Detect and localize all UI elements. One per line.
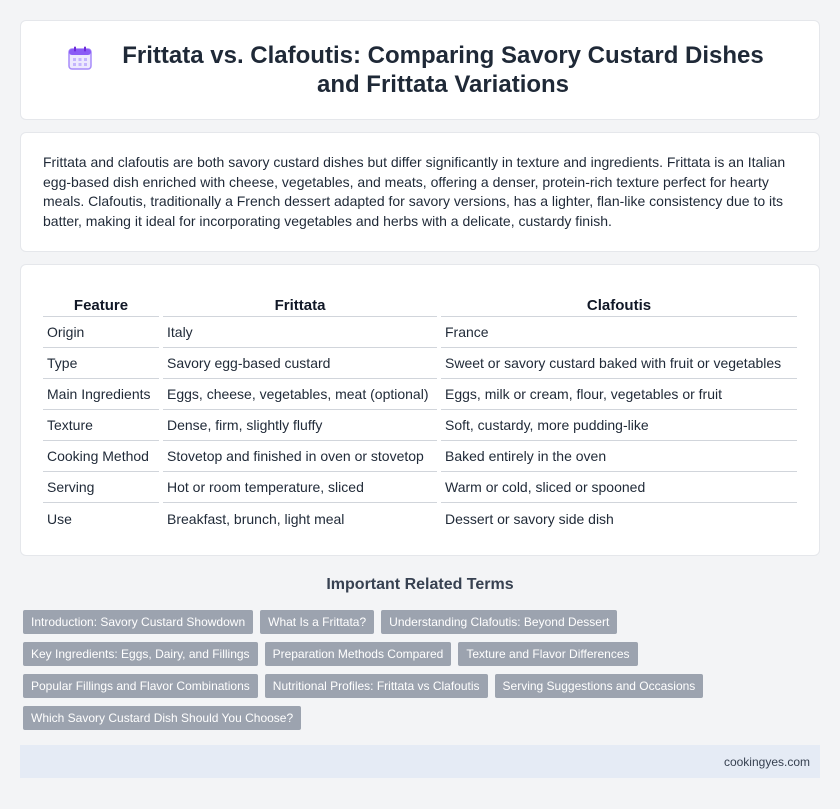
- header-feature: Feature: [43, 293, 159, 317]
- table-cell: Texture: [43, 410, 159, 441]
- table-row: [43, 472, 797, 503]
- table-cell: Warm or cold, sliced or spooned: [441, 472, 797, 503]
- tag-row: [23, 642, 823, 666]
- table-cell: Italy: [163, 317, 437, 348]
- table-cell: Soft, custardy, more pudding-like: [441, 410, 797, 441]
- table-cell: Savory egg-based custard: [163, 348, 437, 379]
- table-cell: France: [441, 317, 797, 348]
- table-cell: Main Ingredients: [43, 379, 159, 410]
- footer-site[interactable]: cookingyes.com: [723, 754, 810, 769]
- header-clafoutis: Clafoutis: [441, 293, 797, 317]
- related-tag[interactable]: Serving Suggestions and Occasions: [495, 674, 704, 698]
- comparison-table: [39, 293, 801, 534]
- table-row: [43, 441, 797, 472]
- table-cell: Serving: [43, 472, 159, 503]
- intro-card: [20, 132, 820, 252]
- tag-row: [23, 674, 823, 698]
- table-cell: Dense, firm, slightly fluffy: [163, 410, 437, 441]
- table-cell: Type: [43, 348, 159, 379]
- related-tag[interactable]: Understanding Clafoutis: Beyond Dessert: [381, 610, 617, 634]
- table-cell: Origin: [43, 317, 159, 348]
- related-terms-title: Important Related Terms: [326, 576, 514, 593]
- table-cell: Cooking Method: [43, 441, 159, 472]
- related-tag[interactable]: Key Ingredients: Eggs, Dairy, and Fillings: [23, 642, 258, 666]
- intro-text: Frittata and clafoutis are both savory custard dishes but differ significantly in texture and ingredients. Frittata is an Italian egg-based dish enriched with cheese, vegetables, and meats, offering a denser, protein-rich texture perfect for hearty meals. Clafoutis, traditionally a French dessert adapted for savory versions, has a lighter, flan-like consistency due to its batter, making it ideal for incorporating vegetables and herbs with a delicate, custardy finish.: [43, 154, 786, 229]
- related-tags: [23, 610, 823, 738]
- header-card: [20, 20, 820, 120]
- table-row: [43, 503, 797, 534]
- table-cell: Breakfast, brunch, light meal: [167, 510, 345, 527]
- table-row: [43, 410, 797, 441]
- related-tag[interactable]: What Is a Frittata?: [260, 610, 374, 634]
- tag-row: [23, 610, 823, 634]
- header-frittata: Frittata: [163, 293, 437, 317]
- related-tag[interactable]: Popular Fillings and Flavor Combinations: [23, 674, 258, 698]
- related-tag[interactable]: Which Savory Custard Dish Should You Choose?: [23, 706, 301, 730]
- table-row: [43, 317, 797, 348]
- related-tag[interactable]: Introduction: Savory Custard Showdown: [23, 610, 253, 634]
- footer: [20, 745, 820, 778]
- tag-row: [23, 706, 823, 730]
- table-cell: Eggs, milk or cream, flour, vegetables or fruit: [441, 379, 797, 410]
- related-tag[interactable]: Nutritional Profiles: Frittata vs Clafoutis: [265, 674, 488, 698]
- related-tag[interactable]: Preparation Methods Compared: [265, 642, 452, 666]
- table-cell: Baked entirely in the oven: [441, 441, 797, 472]
- table-cell: Eggs, cheese, vegetables, meat (optional): [163, 379, 437, 410]
- table-cell: Hot or room temperature, sliced: [163, 472, 437, 503]
- page-title: Frittata vs. Clafoutis: Comparing Savory Custard Dishes and Frittata Variations: [122, 42, 764, 98]
- table-cell: Sweet or savory custard baked with fruit or vegetables: [441, 348, 797, 379]
- calendar-icon: [67, 45, 93, 71]
- table-header-row: [43, 293, 797, 317]
- related-tag[interactable]: Texture and Flavor Differences: [458, 642, 637, 666]
- table-cell: Use: [47, 510, 72, 527]
- table-cell: Stovetop and finished in oven or stovetop: [163, 441, 437, 472]
- table-row: [43, 348, 797, 379]
- table-cell: Dessert or savory side dish: [445, 510, 614, 527]
- table-row: [43, 379, 797, 410]
- comparison-card: [20, 264, 820, 556]
